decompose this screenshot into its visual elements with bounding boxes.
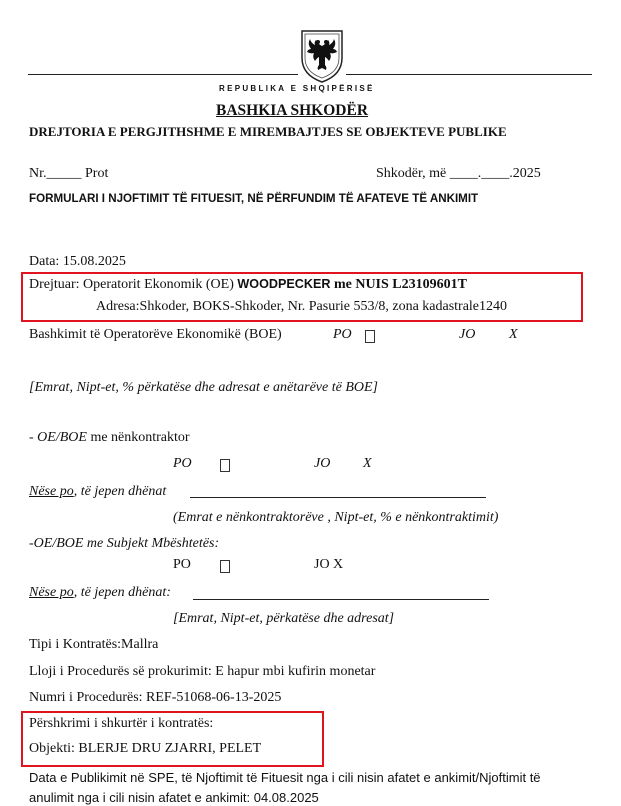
- subcontractor-label: - OE/BOE me nënkontraktor: [29, 430, 190, 445]
- publication-line-2: anulimit nga i cili nisin afatet e ankimit: 04.08.2025: [29, 790, 319, 805]
- date-line: Data: 15.08.2025: [29, 254, 126, 269]
- subcontractor-checkbox[interactable]: [220, 459, 230, 472]
- subcontractor-if-yes: Nëse po, të jepen dhënat: [29, 484, 167, 499]
- procedure-number: Numri i Procedurës: REF-51068-06-13-2025: [29, 690, 282, 705]
- addressee-line: Drejtuar: Operatorit Ekonomik (OE) WOODPECKER me NUIS L23109601T: [29, 277, 467, 292]
- support-note: [Emrat, Nipt-et, përkatëse dhe adresat]: [173, 611, 395, 626]
- boe-x: X: [509, 327, 518, 342]
- subcontractor-jo: JO: [314, 456, 331, 471]
- directorate-title: DREJTORIA E PERGJITHSHME E MIREMBAJTJES SE OBJEKTEVE PUBLIKE: [29, 124, 507, 139]
- boe-checkbox[interactable]: [365, 330, 375, 343]
- form-title: FORMULARI I NJOFTIMIT TË FITUESIT, NË PËRFUNDIM TË AFATEVE TË ANKIMIT: [29, 192, 479, 205]
- header-rule-right: [346, 74, 592, 75]
- subcontractor-x: X: [363, 456, 372, 471]
- procedure-type: Lloji i Procedurës së prokurimit: E hapur mbi kufirin monetar: [29, 664, 376, 679]
- boe-po: PO: [333, 327, 352, 342]
- subcontractor-po: PO: [173, 456, 192, 471]
- support-label: -OE/BOE me Subjekt Mbështetës:: [29, 536, 220, 551]
- nuis: me NUIS L23109601T: [330, 277, 467, 292]
- subcontractor-fill-line: [190, 497, 486, 498]
- municipality-title: BASHKIA SHKODËR: [216, 102, 369, 119]
- contract-object: Objekti: BLERJE DRU ZJARRI, PELET: [29, 741, 262, 756]
- protocol-number: Nr._____ Prot: [29, 166, 109, 181]
- support-fill-line: [193, 599, 489, 600]
- city-date: Shkodër, më ____.____.2025: [376, 166, 541, 181]
- boe-note: [Emrat, Nipt-et, % përkatëse dhe adresat e anëtarëve të BOE]: [29, 380, 379, 395]
- description-label: Përshkrimi i shkurtër i kontratës:: [29, 716, 214, 731]
- albania-emblem: [298, 28, 346, 84]
- support-po: PO: [173, 557, 191, 572]
- support-jo-x: JO X: [314, 557, 344, 572]
- boe-label: Bashkimit të Operatorëve Ekonomikë (BOE): [29, 327, 282, 342]
- support-checkbox[interactable]: [220, 560, 230, 573]
- contract-type: Tipi i Kontratës:Mallra: [29, 637, 159, 652]
- header-rule: [28, 74, 298, 75]
- company-name: WOODPECKER: [237, 277, 331, 291]
- subcontractor-note: (Emrat e nënkontraktorëve , Nipt-et, % e nënkontraktimit): [173, 510, 499, 525]
- republic-label: REPUBLIKA E SHQIPËRISË: [219, 84, 375, 93]
- support-if-yes: Nëse po, të jepen dhënat:: [29, 585, 171, 600]
- addressee-address: Adresa:Shkoder, BOKS-Shkoder, Nr. Pasurie 553/8, zona kadastrale1240: [96, 299, 508, 314]
- boe-jo: JO: [459, 327, 476, 342]
- publication-line-1: Data e Publikimit në SPE, të Njoftimit të Fituesit nga i cili nisin afatet e ankimit/Njoftimit të: [29, 770, 541, 785]
